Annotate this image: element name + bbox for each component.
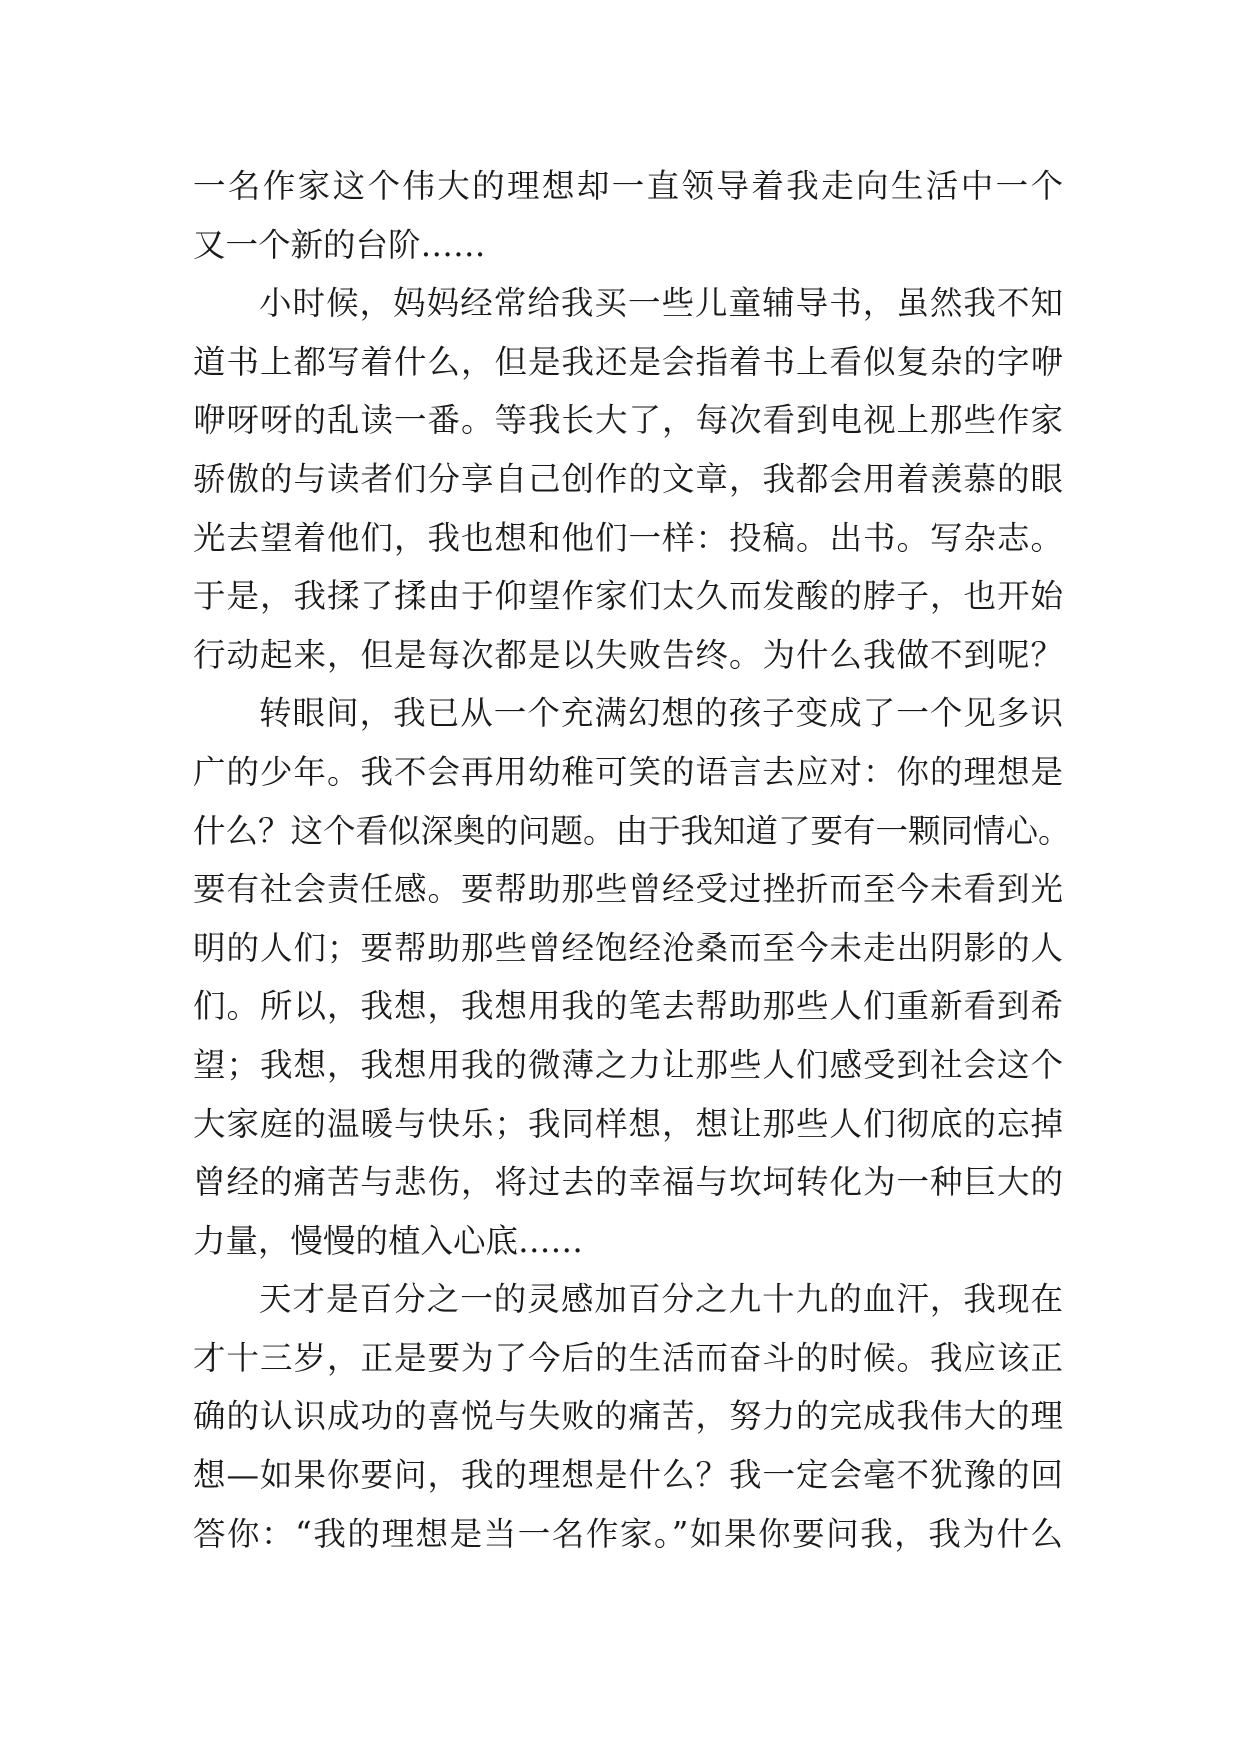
text-line: 小时候，妈妈经常给我买一些儿童辅导书，虽然我不知 xyxy=(259,284,1063,323)
text-line: 广的少年。我不会再用幼稚可笑的语言去应对：你的理想是 xyxy=(193,752,1063,791)
text-line: 又一个新的台阶…… xyxy=(193,225,486,264)
text-line: 什么？这个看似深奥的问题。由于我知道了要有一颗同情心。 xyxy=(193,811,1071,850)
text-line: 才十三岁，正是要为了今后的生活而奋斗的时候。我应该正 xyxy=(193,1338,1063,1377)
text-line: 道书上都写着什么，但是我还是会指着书上看似复杂的字咿 xyxy=(193,342,1063,381)
text-line: 望；我想，我想用我的微薄之力让那些人们感受到社会这个 xyxy=(193,1045,1063,1084)
text-line: 一名作家这个伟大的理想却一直领导着我走向生活中一个 xyxy=(193,167,1063,205)
text-line: 们。所以，我想，我想用我的笔去帮助那些人们重新看到希 xyxy=(193,987,1063,1026)
text-line: 骄傲的与读者们分享自己创作的文章，我都会用着羡慕的眼 xyxy=(193,459,1063,498)
text-line: 行动起来，但是每次都是以失败告终。为什么我做不到呢？ xyxy=(193,635,1063,674)
text-line: 大家庭的温暖与快乐；我同样想，想让那些人们彻底的忘掉 xyxy=(193,1104,1063,1143)
text-line: 咿呀呀的乱读一番。等我长大了，每次看到电视上那些作家 xyxy=(193,401,1063,440)
text-line: 答你：“我的理想是当一名作家。”如果你要问我，我为什么 xyxy=(193,1514,1063,1553)
text-line: 力量，慢慢的植入心底…… xyxy=(193,1221,584,1260)
text-line: 确的认识成功的喜悦与失败的痛苦，努力的完成我伟大的理 xyxy=(193,1397,1063,1436)
text-line: 天才是百分之一的灵感加百分之九十九的血汗，我现在 xyxy=(259,1280,1063,1319)
text-line: 想—如果你要问，我的理想是什么？我一定会毫不犹豫的回 xyxy=(193,1456,1063,1495)
text-line: 曾经的痛苦与悲伤，将过去的幸福与坎坷转化为一种巨大的 xyxy=(193,1163,1063,1202)
text-line: 明的人们；要帮助那些曾经饱经沧桑而至今未走出阴影的人 xyxy=(193,928,1063,967)
essay-body xyxy=(193,157,1071,1563)
text-line: 于是，我揉了揉由于仰望作家们太久而发酸的脖子，也开始 xyxy=(193,577,1063,616)
text-line: 要有社会责任感。要帮助那些曾经受过挫折而至今未看到光 xyxy=(193,870,1063,909)
text-line: 转眼间，我已从一个充满幻想的孩子变成了一个见多识 xyxy=(259,694,1063,733)
text-line: 光去望着他们，我也想和他们一样：投稿。出书。写杂志。 xyxy=(193,518,1063,557)
